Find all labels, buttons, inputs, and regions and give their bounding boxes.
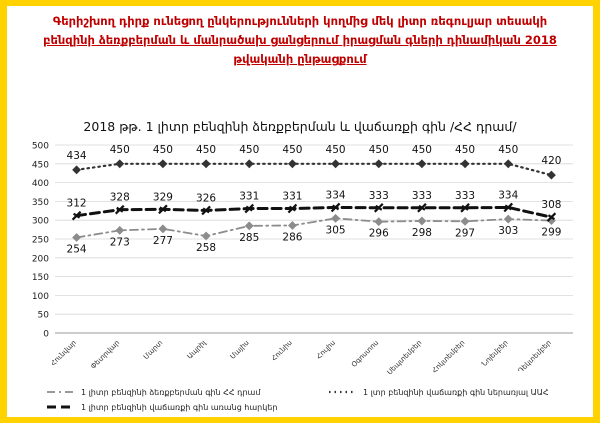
x-axis-ticks (49, 338, 553, 377)
series-1-point (375, 218, 383, 226)
data-label: 450 (325, 143, 346, 156)
data-label: 450 (368, 143, 389, 156)
x-tick-label: Մարտ (141, 338, 165, 362)
chart-title: 2018 թթ. 1 լիտր բենզինի ձեռքբերման և վաճառքի գին /ՀՀ դրամ/ (83, 119, 517, 134)
data-label: 334 (325, 189, 346, 202)
data-label: 331 (282, 190, 303, 203)
chart-gridlines (55, 145, 573, 333)
page-heading-line-3: թվականի ընթացքում (233, 52, 367, 66)
series-3-point (375, 160, 383, 168)
data-label: 450 (109, 143, 130, 156)
x-tick-label: Հունիս (269, 338, 294, 363)
data-label: 329 (152, 191, 173, 204)
series-1-point (418, 217, 426, 225)
line-chart (7, 6, 593, 417)
series-1-point (288, 221, 296, 229)
y-tick-label: 400 (31, 179, 49, 190)
legend-label-2: 1 լիտր բենզինի վաճառքի գին առանց հարկեր (81, 403, 278, 412)
data-label: 450 (455, 143, 476, 156)
data-label: 333 (455, 189, 476, 202)
data-label: 312 (66, 197, 87, 210)
y-tick-label: 0 (43, 329, 49, 340)
series-3-point (332, 160, 340, 168)
data-label: 285 (239, 231, 260, 244)
data-label: 298 (411, 226, 432, 239)
series-1-point (461, 217, 469, 225)
y-tick-label: 450 (31, 160, 49, 171)
y-axis-ticks (32, 142, 49, 340)
y-tick-label: 200 (31, 254, 49, 265)
series-3-point (504, 160, 512, 168)
data-label: 308 (541, 199, 562, 212)
data-label: 450 (282, 143, 303, 156)
x-tick-label: Օգոստոս (349, 338, 381, 369)
series-3-point (245, 160, 253, 168)
y-tick-label: 100 (31, 291, 49, 302)
chart-frame (7, 6, 593, 417)
series-1-point (504, 215, 512, 223)
series-line-3 (77, 164, 552, 175)
data-label: 434 (66, 149, 87, 162)
legend-label-1: 1 լիտր բենզինի ձեռքբերման գին ՀՀ դրամ (81, 388, 261, 397)
y-tick-label: 150 (31, 273, 49, 284)
series-3-point (288, 160, 296, 168)
legend-label-3: 1 լտր բենզինի վաճառքի գին ներառյալ ԱԱՀ (363, 388, 549, 397)
x-tick-label: Դեկտեմբեր (516, 338, 553, 375)
y-tick-label: 500 (31, 141, 49, 152)
data-label: 299 (541, 226, 562, 239)
series-1-point (159, 225, 167, 233)
series-3-point (461, 160, 469, 168)
chart-legend (47, 388, 549, 412)
data-label: 450 (152, 143, 173, 156)
data-label: 333 (411, 189, 432, 202)
chart-series (73, 160, 556, 242)
page-heading-line-1: Գերիշխող դիրք ունեցող ընկերությունների կողմից մեկ լիտր ռեգուլյար տեսակի (52, 14, 548, 28)
x-tick-label: Հունվար (49, 338, 78, 368)
data-label: 450 (239, 143, 260, 156)
series-3-point (547, 171, 555, 179)
series-1-point (245, 222, 253, 230)
series-1-point (116, 226, 124, 234)
data-label: 334 (498, 189, 519, 202)
data-label: 326 (196, 192, 217, 205)
data-label: 450 (498, 143, 519, 156)
x-tick-label: Սեպտեմբեր (385, 338, 424, 377)
series-3-point (159, 160, 167, 168)
x-tick-label: Փետրվար (89, 338, 122, 371)
series-3-point (418, 160, 426, 168)
data-label: 331 (239, 190, 260, 203)
y-tick-label: 300 (31, 216, 49, 227)
y-tick-label: 350 (31, 197, 49, 208)
data-label: 450 (411, 143, 432, 156)
data-label: 333 (368, 189, 389, 202)
data-label: 420 (541, 155, 562, 168)
series-3-point (73, 166, 81, 174)
series-3-point (116, 160, 124, 168)
y-tick-label: 250 (31, 235, 49, 246)
data-label: 305 (325, 224, 346, 237)
series-line-2 (77, 207, 552, 217)
data-label: 303 (498, 225, 519, 238)
data-label: 296 (368, 227, 389, 240)
data-label: 254 (66, 243, 87, 256)
x-tick-label: Հոկտեմբեր (430, 338, 467, 375)
x-tick-label: Ապրիլ (185, 338, 208, 361)
data-label: 277 (152, 234, 173, 247)
series-1-point (73, 233, 81, 241)
data-label: 297 (455, 227, 476, 240)
y-tick-label: 50 (37, 310, 49, 321)
x-tick-label: Հուլիս (314, 338, 337, 361)
data-label: 286 (282, 231, 303, 244)
series-3-point (202, 160, 210, 168)
page-heading-line-2: բենզինի ձեռքբերման և մանրածախ ցանցերում իրացման գների դինամիկան 2018 (43, 33, 557, 47)
x-tick-label: Մայիս (228, 338, 251, 361)
data-label: 450 (196, 143, 217, 156)
data-label: 258 (196, 241, 217, 254)
data-label: 273 (109, 236, 130, 249)
series-1-point (332, 214, 340, 222)
x-tick-label: Նոյեմբեր (480, 338, 510, 369)
data-label: 328 (109, 191, 130, 204)
